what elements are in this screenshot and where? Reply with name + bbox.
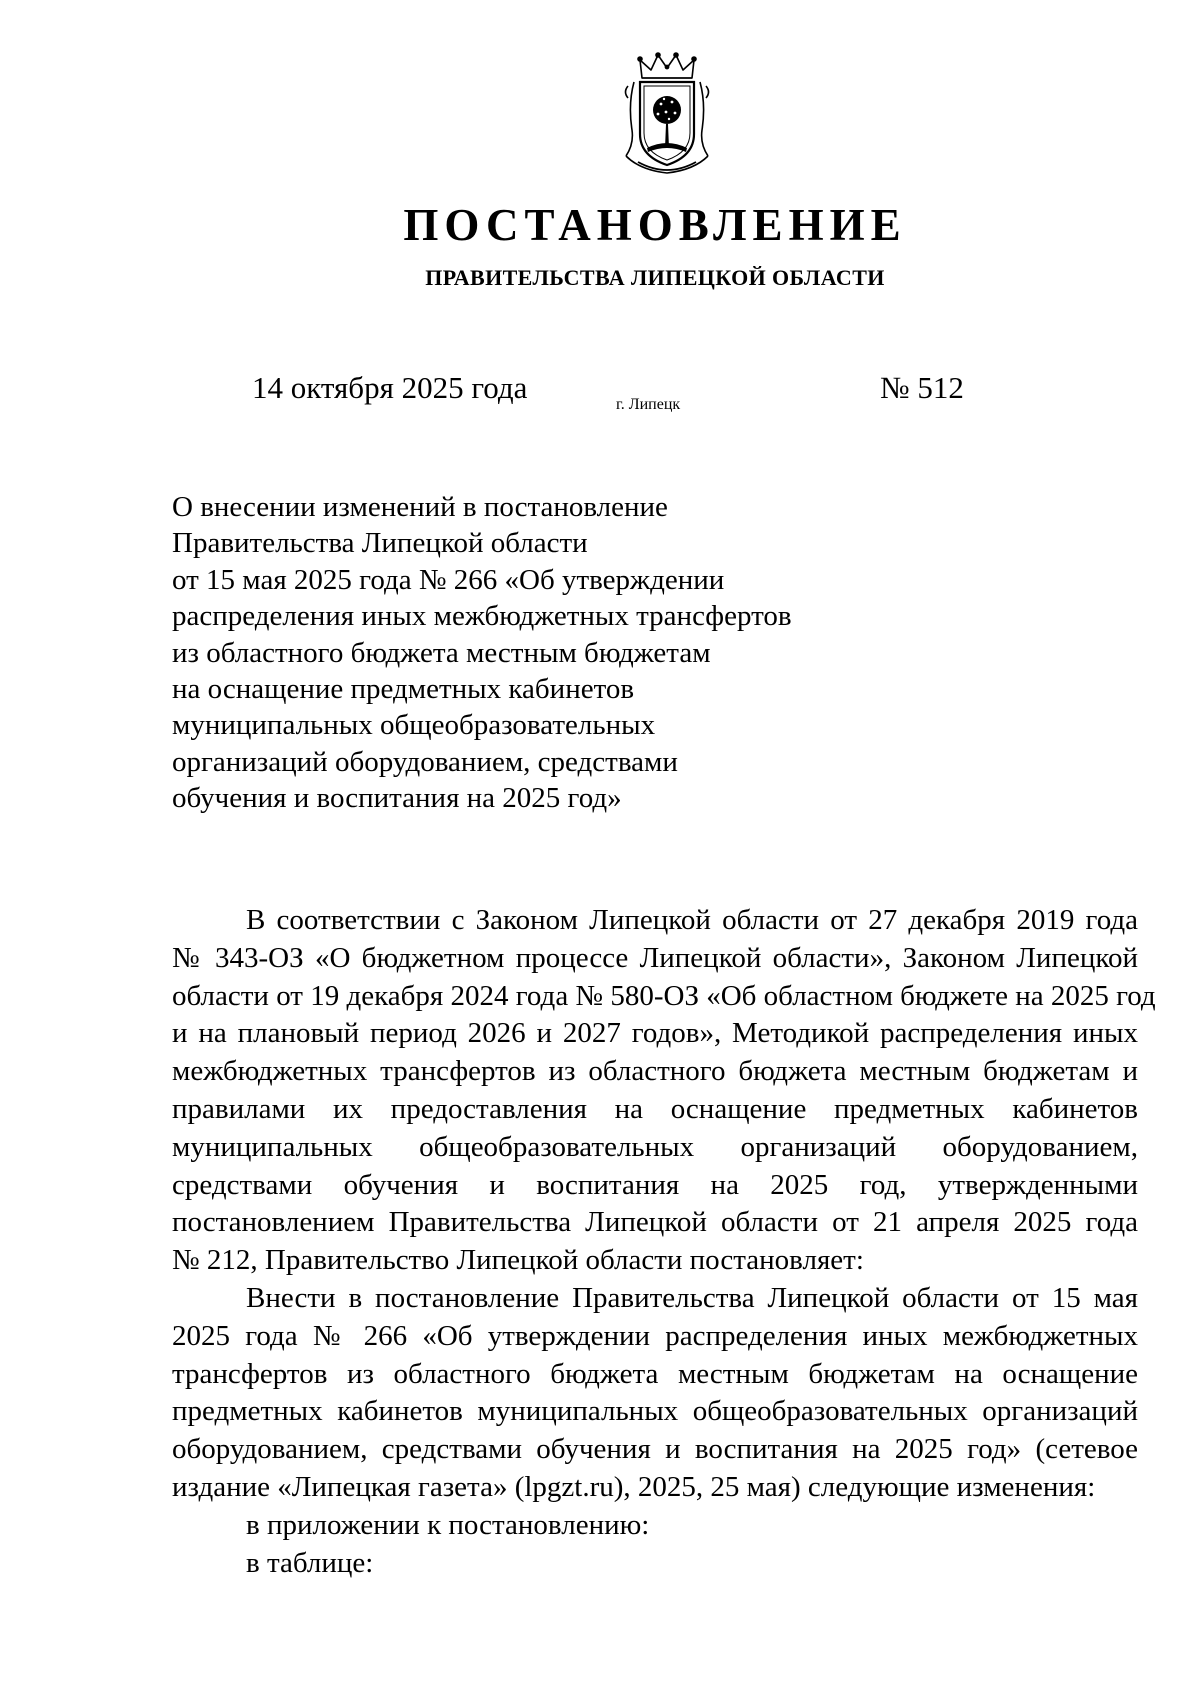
body-line: издание «Липецкая газета» (lpgzt.ru), 2025, 25 мая) следующие изменения: (172, 1470, 1096, 1503)
document-title: ПОСТАНОВЛЕНИЕ (403, 200, 907, 250)
subject-line: О внесении изменений в постановление (172, 491, 668, 523)
paragraph-table: в таблице: (246, 1546, 374, 1579)
body-line: средствами обучения и воспитания на 2025 год, утвержденными (172, 1168, 1138, 1201)
subject-line: на оснащение предметных кабинетов (172, 673, 635, 706)
document-date: 14 октября 2025 года (252, 370, 528, 405)
document-body (172, 902, 1156, 1582)
subject-line: организаций оборудованием, средствами (172, 745, 678, 778)
coat-of-arms-emblem (620, 52, 714, 176)
body-line: В соответствии с Законом Липецкой области от 27 декабря 2019 года (246, 904, 1138, 936)
subject-line: распределения иных межбюджетных трансфертов (172, 600, 792, 633)
body-line: № 343-ОЗ «О бюджетном процессе Липецкой области», Законом Липецкой (172, 941, 1138, 974)
body-line: Внести в постановление Правительства Липецкой области от 15 мая (246, 1281, 1138, 1314)
body-line: области от 19 декабря 2024 года № 580-ОЗ «Об областном бюджете на 2025 год (172, 979, 1156, 1012)
paragraph-amendment (172, 1280, 1138, 1507)
paragraph-appendix: в приложении к постановлению: (246, 1508, 650, 1541)
body-line: № 212, Правительство Липецкой области постановляет: (172, 1244, 864, 1277)
subject-line: обучения и воспитания на 2025 год» (172, 782, 622, 815)
body-line: правилами их предоставления на оснащение предметных кабинетов (172, 1092, 1138, 1125)
body-line: 2025 года № 266 «Об утверждении распределения иных межбюджетных (172, 1319, 1138, 1352)
body-line: оборудованием, средствами обучения и воспитания на 2025 год» (сетевое (172, 1433, 1138, 1466)
document-subject (172, 489, 832, 817)
subject-line: от 15 мая 2025 года № 266 «Об утверждении (172, 563, 725, 596)
paragraph-legal-basis (172, 902, 1156, 1280)
subject-line: Правительства Липецкой области (172, 527, 588, 560)
document-city: г. Липецк (616, 396, 681, 413)
subject-line: муниципальных общеобразовательных (172, 709, 656, 742)
document-number: № 512 (880, 370, 964, 405)
body-line: межбюджетных трансфертов из областного бюджета местным бюджетам и (172, 1055, 1138, 1088)
body-line: трансфертов из областного бюджета местным бюджетам на оснащение (172, 1357, 1138, 1390)
body-line: предметных кабинетов муниципальных общеобразовательных организаций (172, 1395, 1138, 1428)
body-line: постановлением Правительства Липецкой области от 21 апреля 2025 года (172, 1206, 1138, 1239)
body-line: муниципальных общеобразовательных организаций оборудованием, (172, 1130, 1138, 1163)
subject-line: из областного бюджета местным бюджетам (172, 636, 711, 669)
document-issuer: ПРАВИТЕЛЬСТВА ЛИПЕЦКОЙ ОБЛАСТИ (425, 265, 885, 290)
body-line: и на плановый период 2026 и 2027 годов», Методикой распределения иных (172, 1017, 1138, 1050)
